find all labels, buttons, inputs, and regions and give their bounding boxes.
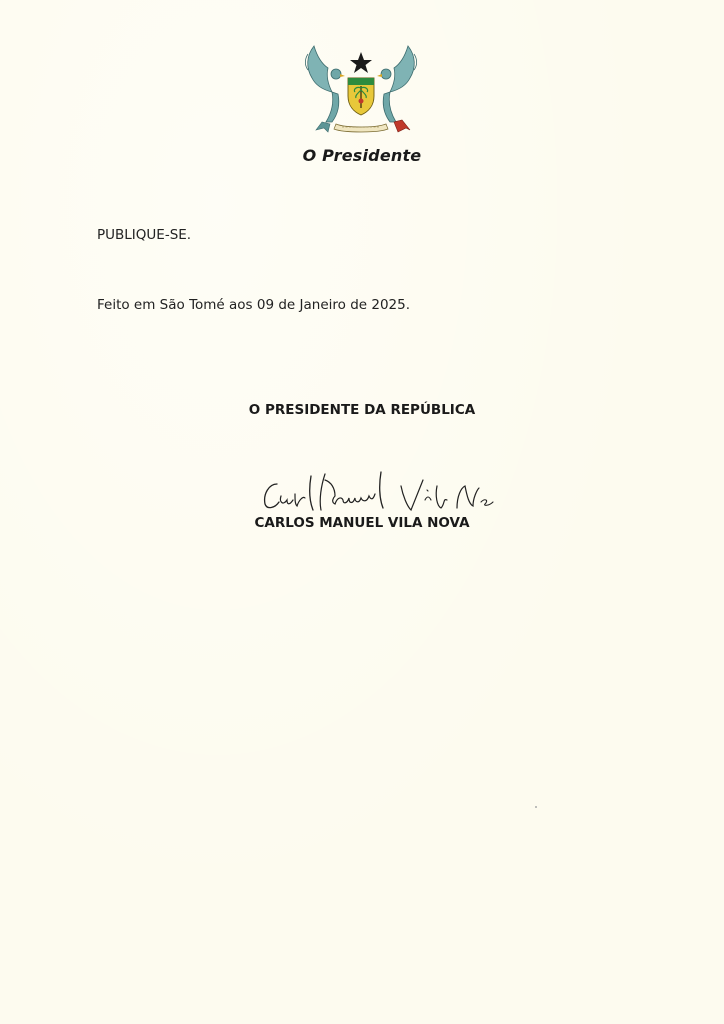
right-bird-icon [377,46,417,132]
left-bird-icon [305,46,345,132]
signer-name: CARLOS MANUEL VILA NOVA [254,515,470,531]
coat-of-arms-emblem [302,38,420,134]
scan-speck [535,806,537,808]
office-title: O Presidente [302,146,422,165]
motto-ribbon-icon [334,124,388,132]
shield-icon [348,78,374,115]
star-icon [350,52,372,73]
signatory-role: O PRESIDENTE DA REPÚBLICA [248,402,476,418]
place-date-line: Feito em São Tomé aos 09 de Janeiro de 2025. [97,297,411,313]
publish-line: PUBLIQUE-SE. [97,227,192,243]
